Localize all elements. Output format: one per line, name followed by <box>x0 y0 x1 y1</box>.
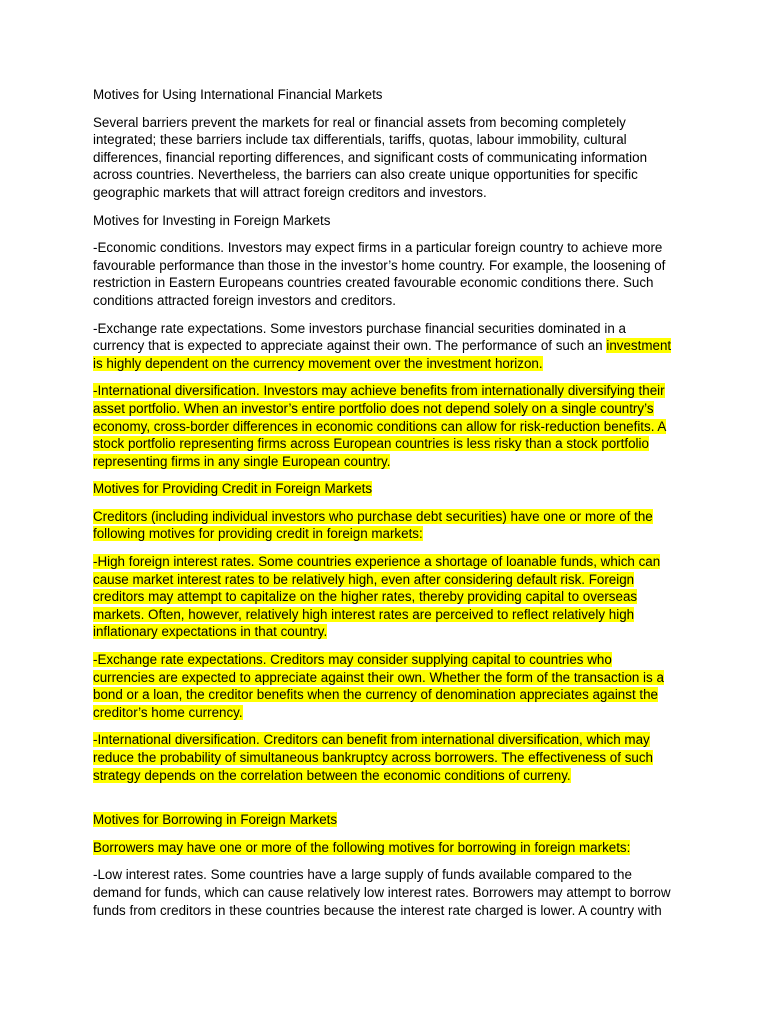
investing-diversification-text: -International diversification. Investors may achieve benefits from internationally diversifying their asset portfolio. When an investor’s entire portfolio does not depend solely on a single country’s economy, cross-border differences in economic conditions can allow for risk-reduction benefits. A stock portfolio representing firms across European countries is less risky than a stock portfolio representing firms in any single European country. <box>93 383 667 469</box>
credit-exchange-text: -Exchange rate expectations. Creditors may consider supplying capital to countries who currencies are expected to appreciate against their own. Whether the form of the transaction is a bond or a loan, the creditor benefits when the currency of denomination appreciates against the creditor’s home currency. <box>93 652 664 720</box>
document-page <box>93 86 673 929</box>
investing-diversification-paragraph <box>93 382 673 470</box>
borrowing-intro-text: Borrowers may have one or more of the following motives for borrowing in foreign markets: <box>93 839 631 855</box>
credit-diversification-text: -International diversification. Creditors can benefit from international diversification, which may reduce the probability of simultaneous bankruptcy across borrowers. The effectiveness of such strategy depends on the correlation between the economic conditions of curreny. <box>93 732 653 783</box>
intro-text: Several barriers prevent the markets for real or financial assets from becoming completely integrated; these barriers include tax differentials, tariffs, quotas, labour immobility, cultural differences, financial reporting differences, and significant costs of communicating information across countries. Nevertheless, the barriers can also create unique opportunities for specific geographic markets that will attract foreign creditors and investors. <box>93 114 648 200</box>
credit-interest-text: -High foreign interest rates. Some countries experience a shortage of loanable funds, which can cause market interest rates to be relatively high, even after considering default risk. Foreign creditors may attempt to capitalize on the higher rates, thereby providing capital to overseas markets. Often, however, relatively high interest rates are perceived to reflect relatively high inflationary expectations in that country. <box>93 554 661 640</box>
borrowing-heading <box>93 811 673 829</box>
credit-diversification-paragraph <box>93 731 673 784</box>
borrowing-intro-paragraph <box>93 839 673 857</box>
borrowing-low-rates-text: -Low interest rates. Some countries have a large supply of funds available compared to the demand for funds, which can cause relatively low interest rates. Borrowers may attempt to borrow funds from creditors in these countries because the interest rate charged is lower. A country with <box>93 867 671 918</box>
investing-exchange-highlight: investment is highly dependent on the currency movement over the investment horizon. <box>93 338 672 371</box>
intro-paragraph <box>93 114 673 202</box>
credit-exchange-paragraph <box>93 651 673 721</box>
credit-intro-text: Creditors (including individual investors who purchase debt securities) have one or more of the following motives for providing credit in foreign markets: <box>93 508 653 542</box>
investing-exchange-text: -Exchange rate expectations. Some investors purchase financial securities dominated in a currency that is expected to appreciate against their own. The performance of such an <box>93 320 626 354</box>
credit-heading <box>93 480 673 498</box>
borrowing-low-rates-paragraph <box>93 866 673 919</box>
blank-line <box>93 794 673 811</box>
borrowing-heading-text: Motives for Borrowing in Foreign Markets <box>93 812 338 828</box>
investing-economic-text: -Economic conditions. Investors may expect firms in a particular foreign country to achieve more favourable performance than those in the investor’s home country. For example, the loosening of restriction in Eastern Europeans countries created favourable economic conditions there. Such conditions attracted foreign investors and creditors. <box>93 240 666 308</box>
document-title-text: Motives for Using International Financial Markets <box>93 87 383 102</box>
investing-exchange-paragraph <box>93 320 673 373</box>
investing-heading-text: Motives for Investing in Foreign Markets <box>93 212 331 228</box>
investing-economic-paragraph <box>93 239 673 309</box>
credit-heading-text: Motives for Providing Credit in Foreign Markets <box>93 481 373 497</box>
credit-interest-paragraph <box>93 553 673 641</box>
investing-heading <box>93 212 673 230</box>
document-title <box>93 86 673 104</box>
credit-intro-paragraph <box>93 508 673 543</box>
